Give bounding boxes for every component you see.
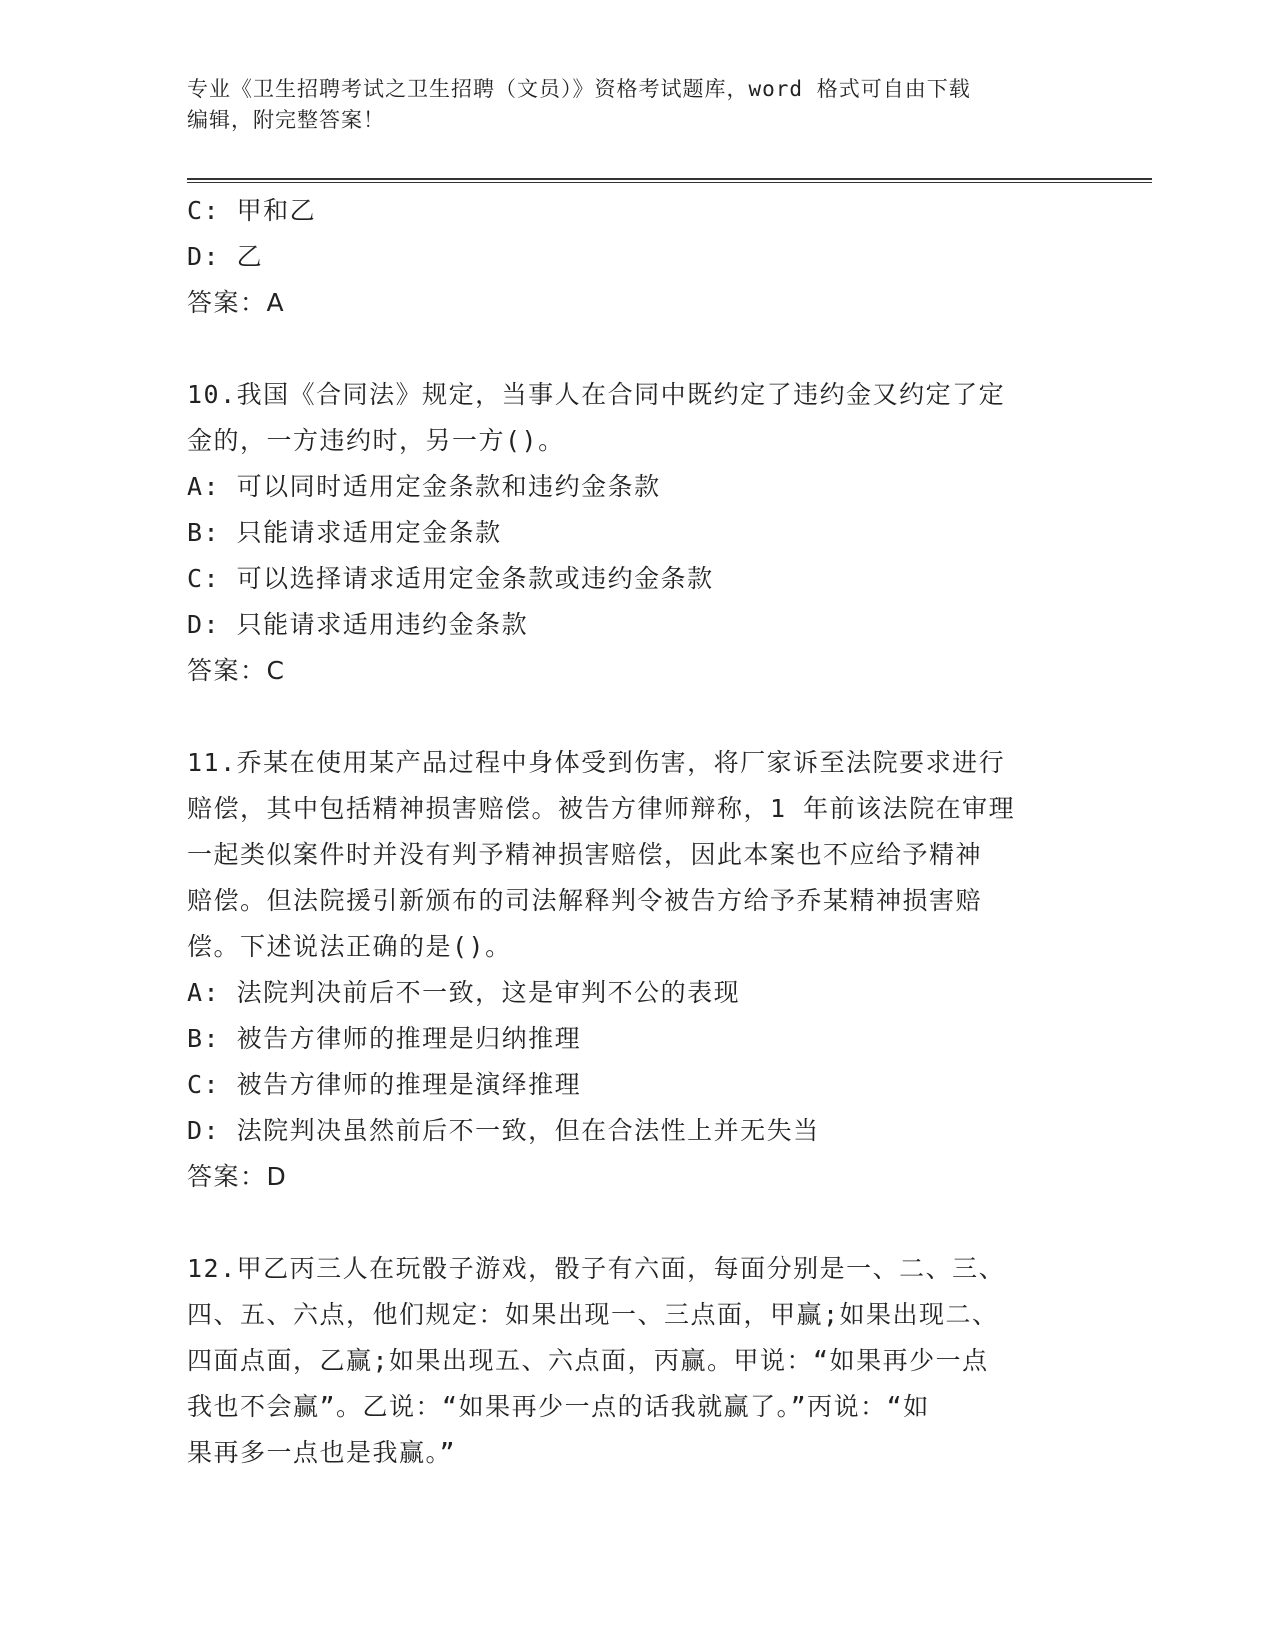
q11-option-c: C: 被告方律师的推理是演绎推理: [187, 1070, 582, 1099]
q11-stem-line: 一起类似案件时并没有判予精神损害赔偿，因此本案也不应给予精神: [187, 840, 983, 869]
q11-stem-line: 偿。下述说法正确的是()。: [187, 932, 512, 961]
header-line-2: 编辑，附完整答案！: [187, 108, 385, 132]
document-header: [187, 74, 1087, 136]
q9-option-c: C: 甲和乙: [187, 196, 317, 225]
q11-stem-line: 赔偿。但法院援引新颁布的司法解释判令被告方给予乔某精神损害赔: [187, 886, 983, 915]
header-rule-thick: [187, 178, 1152, 180]
question-12: [187, 1246, 1087, 1476]
q12-stem-line: 我也不会赢”。乙说：“如果再少一点的话我就赢了。”丙说：“如: [187, 1392, 930, 1421]
header-line-1: 专业《卫生招聘考试之卫生招聘（文员）》资格考试题库，word 格式可自由下载: [187, 77, 971, 101]
q11-stem-line: 11.乔某在使用某产品过程中身体受到伤害，将厂家诉至法院要求进行: [187, 748, 1006, 777]
q11-answer: 答案：D: [187, 1162, 288, 1191]
q12-stem-line: 果再多一点也是我赢。”: [187, 1438, 457, 1467]
question-9-tail: [187, 188, 1087, 326]
q9-answer: 答案：A: [187, 288, 286, 317]
q9-option-d: D: 乙: [187, 242, 264, 271]
header-rule-thin: [187, 182, 1152, 183]
q11-option-a: A: 法院判决前后不一致，这是审判不公的表现: [187, 978, 741, 1007]
document-body: [187, 188, 1087, 1476]
q10-option-a: A: 可以同时适用定金条款和违约金条款: [187, 472, 661, 501]
question-11: [187, 740, 1087, 1200]
spacer: [187, 326, 1087, 372]
spacer: [187, 694, 1087, 740]
q10-option-d: D: 只能请求适用违约金条款: [187, 610, 529, 639]
question-10: [187, 372, 1087, 694]
spacer: [187, 1200, 1087, 1246]
q12-stem-line: 四面点面，乙赢;如果出现五、六点面，丙赢。甲说：“如果再少一点: [187, 1346, 989, 1375]
q10-option-b: B: 只能请求适用定金条款: [187, 518, 502, 547]
q10-answer: 答案：C: [187, 656, 286, 685]
q11-option-d: D: 法院判决虽然前后不一致，但在合法性上并无失当: [187, 1116, 820, 1145]
q10-stem-line: 金的，一方违约时，另一方()。: [187, 426, 565, 455]
q11-option-b: B: 被告方律师的推理是归纳推理: [187, 1024, 582, 1053]
q10-stem-line: 10.我国《合同法》规定，当事人在合同中既约定了违约金又约定了定: [187, 380, 1006, 409]
q12-stem-line: 四、五、六点，他们规定：如果出现一、三点面，甲赢;如果出现二、: [187, 1300, 999, 1329]
q11-stem-line: 赔偿，其中包括精神损害赔偿。被告方律师辩称，1 年前该法院在审理: [187, 794, 1016, 823]
q12-stem-line: 12.甲乙丙三人在玩骰子游戏，骰子有六面，每面分别是一、二、三、: [187, 1254, 1006, 1283]
q10-option-c: C: 可以选择请求适用定金条款或违约金条款: [187, 564, 714, 593]
